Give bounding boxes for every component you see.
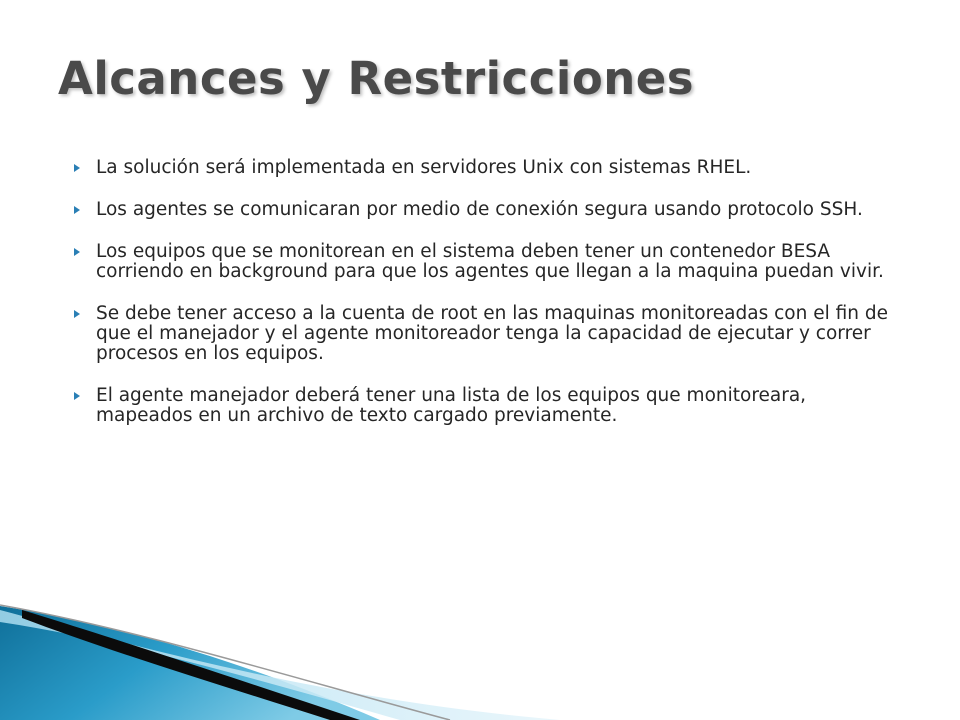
- bullet-item: [74, 304, 894, 364]
- bullet-item: [74, 158, 894, 178]
- triangle-bullet-icon: [74, 392, 80, 400]
- bullet-list: [74, 158, 894, 448]
- bullet-text: Los equipos que se monitorean en el sistema deben tener un contenedor BESA corriendo en background para que los agentes que llegan a la maquina puedan vivir.: [96, 241, 884, 282]
- triangle-bullet-icon: [74, 310, 80, 318]
- triangle-bullet-icon: [74, 206, 80, 214]
- bullet-text: Se debe tener acceso a la cuenta de root en las maquinas monitoreadas con el fin de que el manejador y el agente monitoreador tenga la capacidad de ejecutar y correr procesos en los equipos.: [96, 303, 888, 364]
- bullet-item: [74, 242, 894, 282]
- slide-title: Alcances y Restricciones: [58, 52, 695, 105]
- triangle-bullet-icon: [74, 248, 80, 256]
- triangle-bullet-icon: [74, 164, 80, 172]
- bullet-text: La solución será implementada en servidores Unix con sistemas RHEL.: [96, 157, 752, 178]
- bullet-text: Los agentes se comunicaran por medio de conexión segura usando protocolo SSH.: [96, 199, 863, 220]
- bullet-text: El agente manejador deberá tener una lista de los equipos que monitoreara, mapeados en un archivo de texto cargado previamente.: [96, 385, 807, 426]
- bullet-item: [74, 386, 894, 426]
- bullet-item: [74, 200, 894, 220]
